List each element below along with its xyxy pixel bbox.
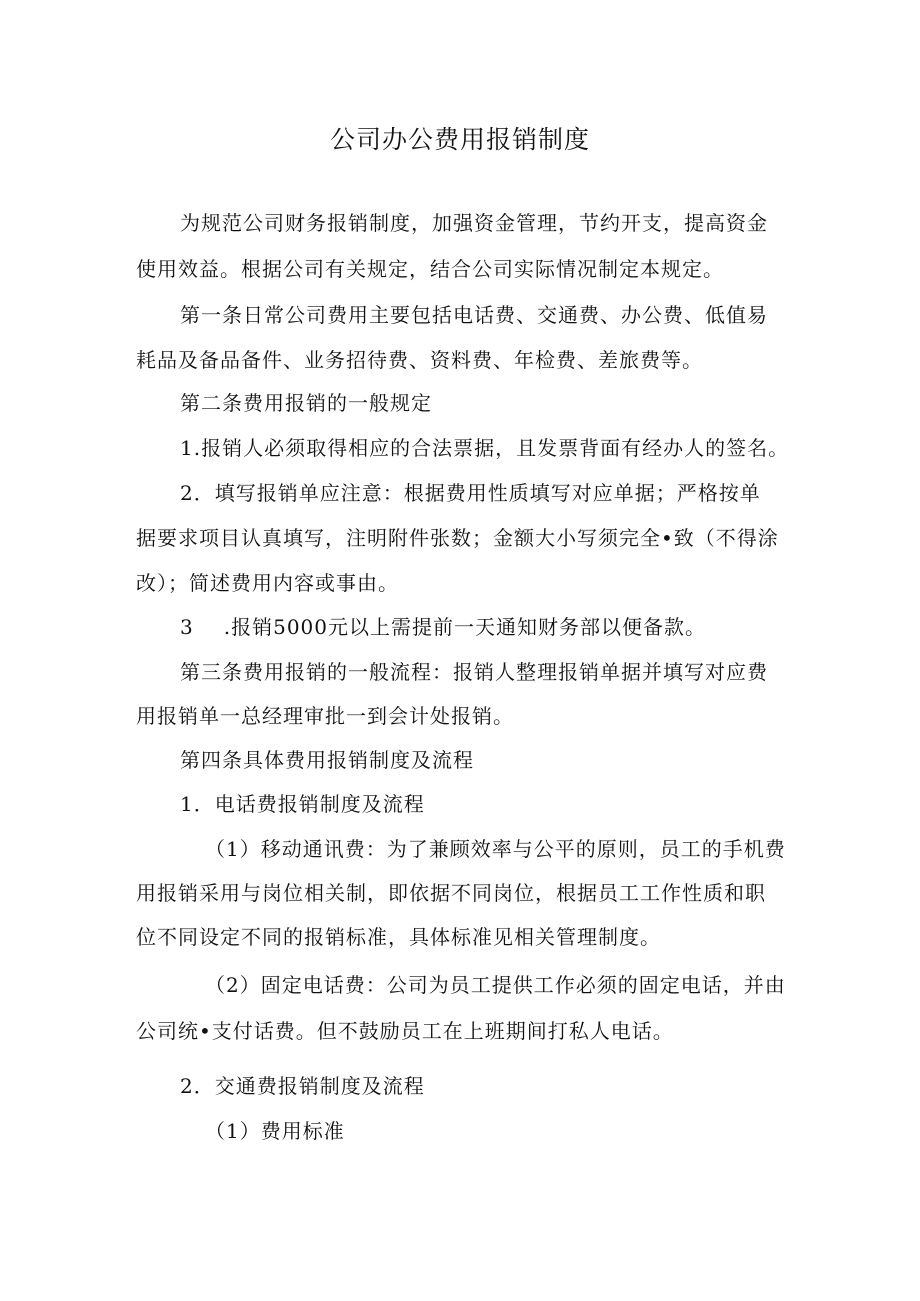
paragraph-line: 据要求项目认真填写，注明附件张数；金额大小写须完全•致（不得涂	[136, 526, 779, 550]
paragraph-line: 2．填写报销单应注意：根据费用性质填写对应单据；严格按单	[180, 481, 761, 505]
item-number: 3	[180, 615, 194, 639]
paragraph-line: 1.报销人必须取得相应的合法票据，且发票背面有经办人的签名。	[180, 436, 790, 460]
paragraph-line: 1．电话费报销制度及流程	[180, 792, 425, 816]
paragraph-line: 位不同设定不同的报销标准，具体标准见相关管理制度。	[136, 925, 661, 949]
paragraph-line: （1）费用标准	[205, 1119, 345, 1143]
paragraph-line: 使用效益。根据公司有关规定，结合公司实际情况制定本规定。	[136, 257, 724, 281]
paragraph-line: 第三条费用报销的一般流程：报销人整理报销单据并填写对应费	[180, 660, 768, 684]
item-text: .报销5000元以上需提前一天通知财务部以便备款。	[223, 615, 706, 639]
paragraph-line: 用报销采用与岗位相关制，即依据不同岗位，根据员工工作性质和职	[136, 881, 766, 905]
paragraph-line: 用报销单一总经理审批一到会计处报销。	[136, 704, 514, 728]
paragraph-line: 2．交通费报销制度及流程	[180, 1074, 425, 1098]
document-title: 公司办公费用报销制度	[329, 125, 590, 154]
paragraph-line: 第一条日常公司费用主要包括电话费、交通费、办公费、低值易	[180, 303, 768, 327]
paragraph-line: （1）移动通讯费：为了兼顾效率与公平的原则，员工的手机费	[205, 837, 786, 861]
paragraph-line: 耗品及备品备件、业务招待费、资料费、年检费、差旅费等。	[136, 348, 703, 372]
paragraph-line	[180, 604, 788, 650]
paragraph-line: 公司统•支付话费。但不鼓励员工在上班期间打私人电话。	[136, 1019, 674, 1043]
paragraph-line: 第四条具体费用报销制度及流程	[180, 748, 474, 772]
paragraph-line: （2）固定电话费：公司为员工提供工作必须的固定电话，并由	[205, 973, 786, 997]
paragraph-line: 第二条费用报销的一般规定	[180, 391, 432, 415]
paragraph-line: 为规范公司财务报销制度，加强资金管理，节约开支，提高资金	[180, 211, 768, 235]
paragraph-line: 改）；简述费用内容或事由。	[136, 571, 399, 595]
